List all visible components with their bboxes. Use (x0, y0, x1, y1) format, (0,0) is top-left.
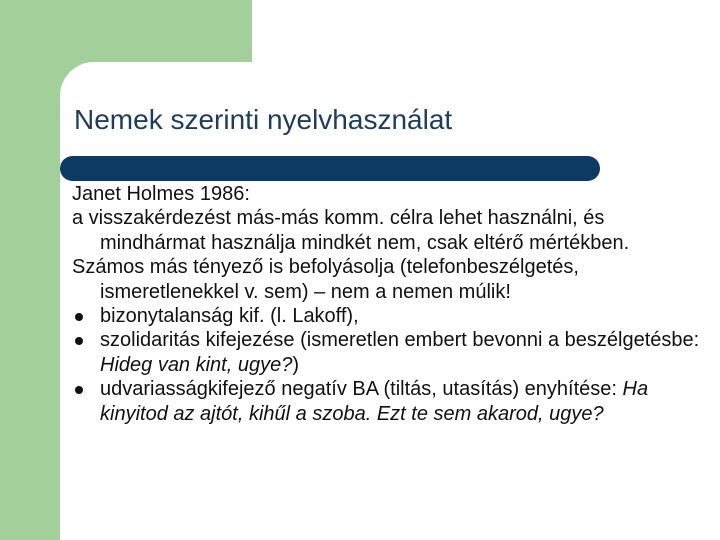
bullet-dot-icon (75, 386, 83, 394)
bullet-text: bizonytalanság kif. (l. Lakoff), (100, 305, 359, 328)
bullet-text: udvariasságkifejező negatív BA (tiltás, utasítás) enyhítése: (100, 378, 623, 401)
bullet-text: szolidaritás kifejezése (ismeretlen embert bevonni a beszélgetésbe: (100, 329, 700, 352)
paragraph-source: Janet Holmes 1986: (72, 183, 250, 205)
slide-title: Nemek szerinti nyelvhasználat (74, 104, 453, 135)
bullet-example: Hideg van kint, ugye? (100, 353, 293, 376)
bullet-dot-icon (75, 313, 83, 321)
decorative-green-strip (0, 0, 60, 540)
title-underline-bar (60, 156, 600, 181)
bullet-item (72, 328, 712, 377)
bullet-tail: ) (292, 353, 300, 376)
paragraph-factors: Számos más tényező is befolyásolja (telefonbeszélgetés, ismeretlenekkel v. sem) – nem a nemen múlik! (72, 256, 579, 303)
bullet-item (72, 377, 712, 426)
bullet-example: Ha kinyitod az ajtót, kihűl a szoba. Ezt te sem akarod, ugye? (100, 378, 649, 425)
bullet-item (72, 304, 712, 328)
bullet-dot-icon (75, 337, 83, 345)
paragraph-usage: a visszakérdezést más-más komm. célra lehet használni, és mindhármat használja mindkét nem, csak eltérő mértékben. (72, 207, 630, 254)
slide-content (72, 182, 712, 426)
